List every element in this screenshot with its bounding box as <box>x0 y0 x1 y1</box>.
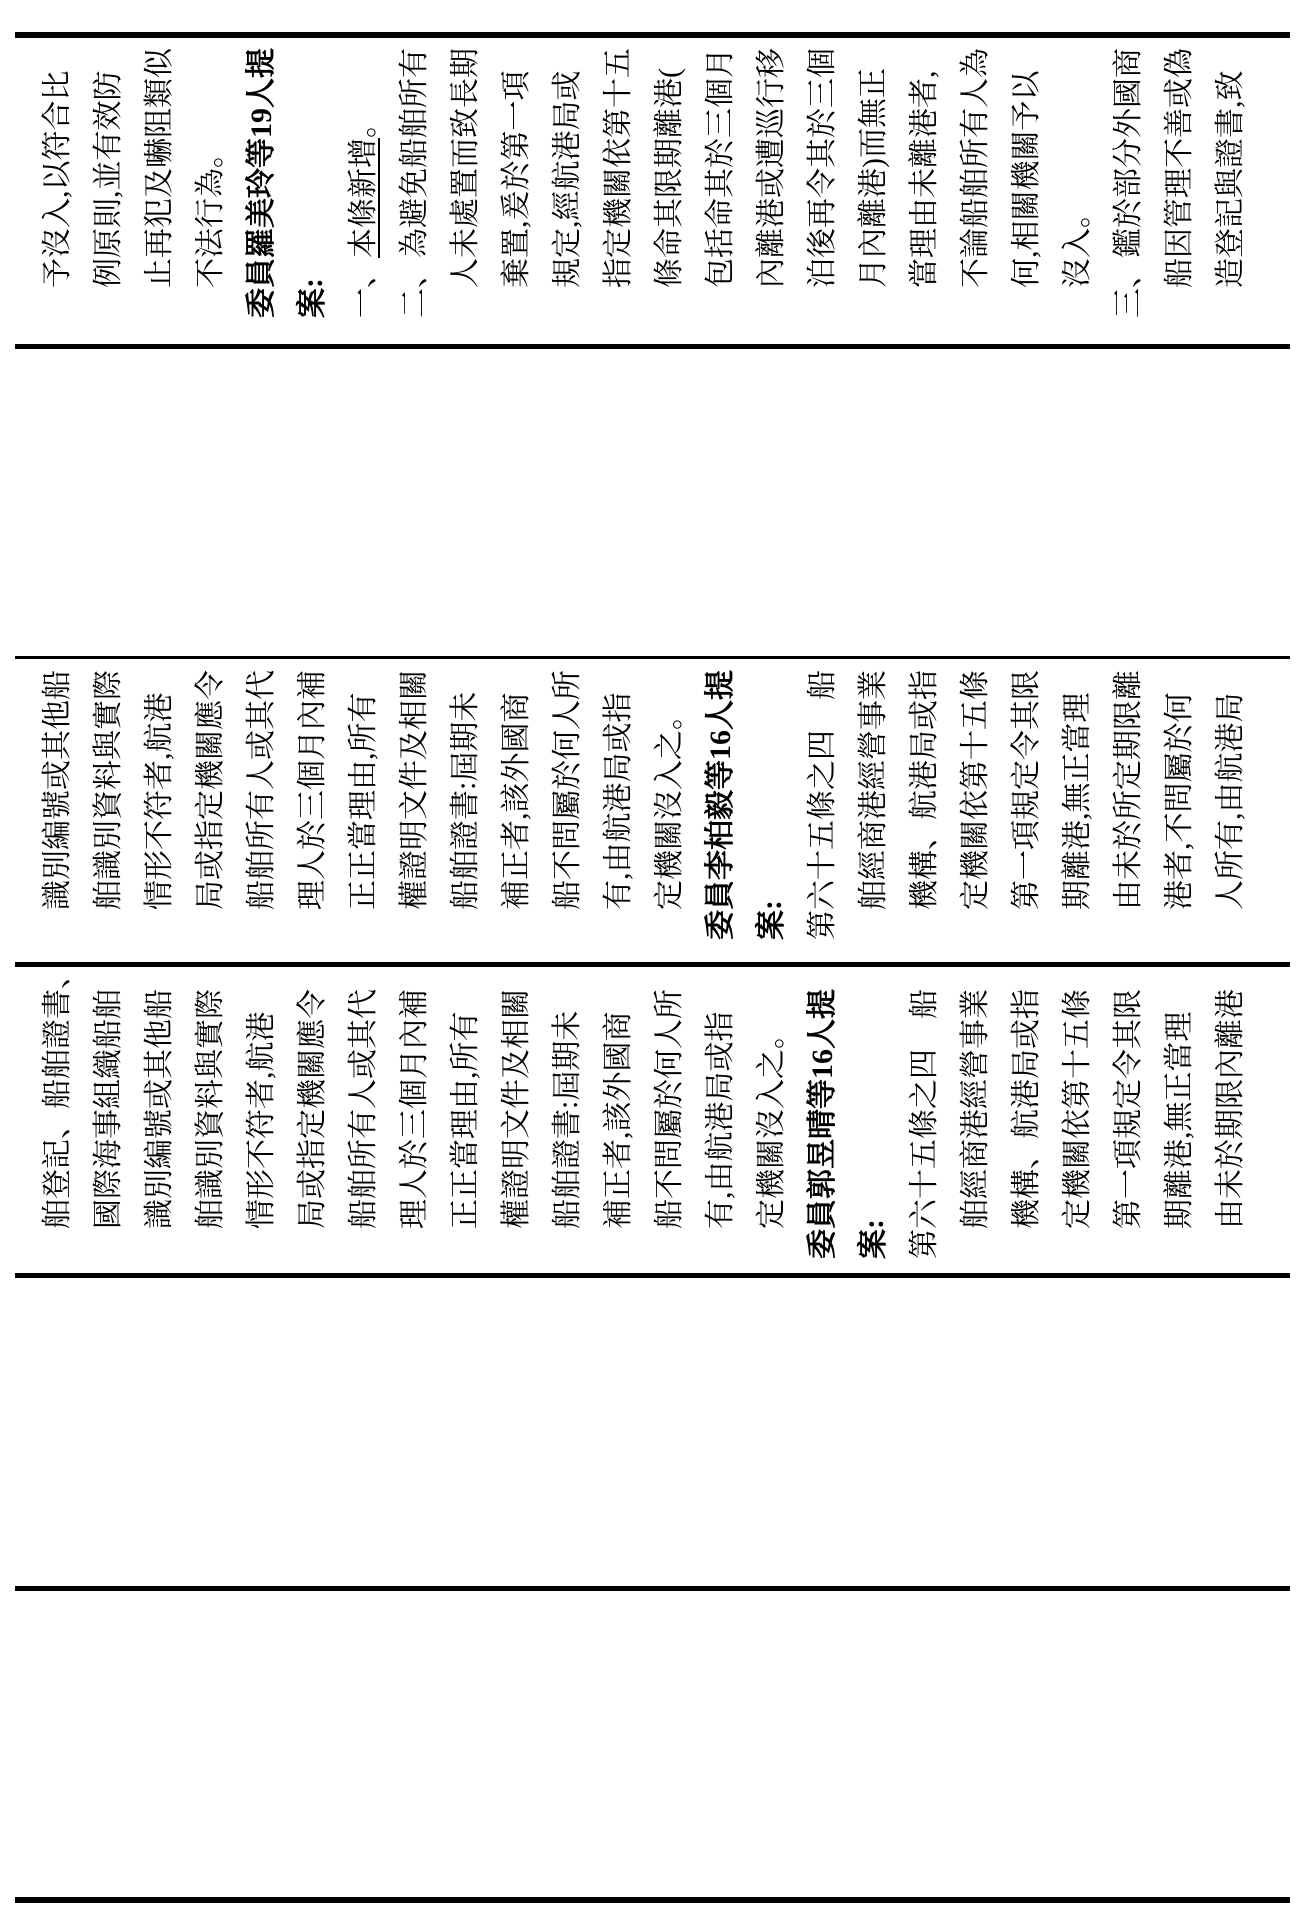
text-row: 船舶證書:屆期未 <box>449 691 482 910</box>
text-row: 船舶所有人或其代 <box>347 989 380 1229</box>
text-row: 沒入。 <box>1061 198 1094 288</box>
text-row: 期離港,無正當理 <box>1061 692 1094 910</box>
text-row: 三、鑑於部分外國商 <box>1112 48 1145 318</box>
text-row: 包括命其於三個月 <box>704 48 737 288</box>
text-row: 何,相關機關予以 <box>1010 70 1043 288</box>
proposal-header-row: 案: <box>296 278 329 318</box>
text-row: 理人於三個月內補 <box>296 670 329 910</box>
text-row: 情形不符者,航港 <box>245 1011 278 1229</box>
cell-empty-column-1 <box>15 349 1290 654</box>
text-row: 指定機關依第十五 <box>602 48 635 288</box>
text-row: 正正當理由,所有 <box>449 1011 482 1229</box>
text-row: 舶識別資料與實際 <box>92 670 125 910</box>
proposal-header-row: 案: <box>755 900 788 940</box>
text-row: 內離港或遭巡行移 <box>755 48 788 288</box>
text-row <box>338 38 389 318</box>
text-row: 第六十五條之四 船 <box>908 989 941 1259</box>
text-row: 舶經商港經營事業 <box>959 989 992 1229</box>
text-row: 定機關沒入之。 <box>653 700 686 910</box>
proposal-header-row: 委員羅美玲等19人提 <box>245 48 278 318</box>
cell-proposal-li-pokuei <box>15 659 1290 962</box>
text-row: 期離港,無正當理 <box>1163 1011 1196 1229</box>
text-row: 二、為避免船舶所有 <box>398 48 431 318</box>
text-row: 定機關依第十五條 <box>1061 989 1094 1229</box>
cell-empty-column-2 <box>15 1278 1290 1586</box>
text-row: 正正當理由,所有 <box>347 692 380 910</box>
text-row: 不法行為。 <box>194 138 227 288</box>
text-row: 泊後再令其於三個 <box>806 48 839 288</box>
text-row: 識別編號或其他船 <box>143 989 176 1229</box>
text-row: 機構、航港局或指 <box>908 670 941 910</box>
underlined-text: 本條新增 <box>347 138 380 258</box>
text-row: 有,由航港局或指 <box>602 692 635 910</box>
text-row: 識別編號或其他船 <box>41 670 74 910</box>
text-row: 船不問屬於何人所 <box>653 989 686 1229</box>
text-row: 情形不符者,航港 <box>143 692 176 910</box>
cell-explanation-luo-meiling <box>15 38 1290 344</box>
text-segment: 一、 <box>347 258 380 318</box>
text-row: 造登記與證書,致 <box>1214 70 1247 288</box>
text-row: 船因管理不善或偽 <box>1163 48 1196 288</box>
proposal-header-row: 案: <box>857 1219 890 1259</box>
text-row: 理人於三個月內補 <box>398 989 431 1229</box>
text-row: 舶經商港經營事業 <box>857 670 890 910</box>
text-row: 例原則,並有效防 <box>92 70 125 288</box>
text-row: 定機關沒入之。 <box>755 1019 788 1229</box>
text-row: 棄置,爰於第一項 <box>500 70 533 288</box>
text-row: 機構、航港局或指 <box>1010 989 1043 1229</box>
proposal-header-row: 委員郭昱晴等16人提 <box>806 989 839 1259</box>
table-rule-left-outer <box>15 1897 1290 1903</box>
text-row: 港者,不問屬於何 <box>1163 692 1196 910</box>
text-row: 人未處置而致長期 <box>449 48 482 288</box>
text-row: 船舶所有人或其代 <box>245 670 278 910</box>
text-row: 由未於期限內離港 <box>1214 989 1247 1229</box>
text-row: 局或指定機關應令 <box>194 670 227 910</box>
text-row: 第一項規定令其限 <box>1112 989 1145 1229</box>
cell-proposal-guo-yuqing <box>15 959 1290 1273</box>
cell-empty-column-3 <box>15 1591 1290 1897</box>
text-row: 當理由未離港者, <box>908 70 941 288</box>
text-row: 不論船舶所有人為 <box>959 48 992 288</box>
text-row: 權證明文件及相關 <box>500 989 533 1229</box>
text-row: 月內離港)而無正 <box>857 68 890 288</box>
text-row: 補正者,該外國商 <box>602 1011 635 1229</box>
text-row: 權證明文件及相關 <box>398 670 431 910</box>
text-row: 條命其限期離港( <box>653 68 686 288</box>
text-row: 補正者,該外國商 <box>500 692 533 910</box>
text-row: 舶識別資料與實際 <box>194 989 227 1229</box>
text-row: 人所有,由航港局 <box>1214 692 1247 910</box>
text-row: 規定,經航港局或 <box>551 70 584 288</box>
text-row: 有,由航港局或指 <box>704 1011 737 1229</box>
text-row: 國際海事組織船舶 <box>92 989 125 1229</box>
text-row: 止再犯及嚇阻類似 <box>143 48 176 288</box>
text-row: 由未於所定期限離 <box>1112 670 1145 910</box>
proposal-header-row: 委員李柏毅等16人提 <box>704 670 737 940</box>
text-row: 船舶證書:屆期未 <box>551 1010 584 1229</box>
text-row: 第六十五條之四 船 <box>806 670 839 940</box>
text-row: 舶登記、船舶證書、 <box>41 959 74 1229</box>
text-row: 定機關依第十五條 <box>959 670 992 910</box>
text-segment: 。 <box>347 108 380 138</box>
text-row: 船不問屬於何人所 <box>551 670 584 910</box>
text-row: 第一項規定令其限 <box>1010 670 1043 910</box>
text-row: 局或指定機關應令 <box>296 989 329 1229</box>
text-row: 予沒入,以符合比 <box>41 70 74 288</box>
